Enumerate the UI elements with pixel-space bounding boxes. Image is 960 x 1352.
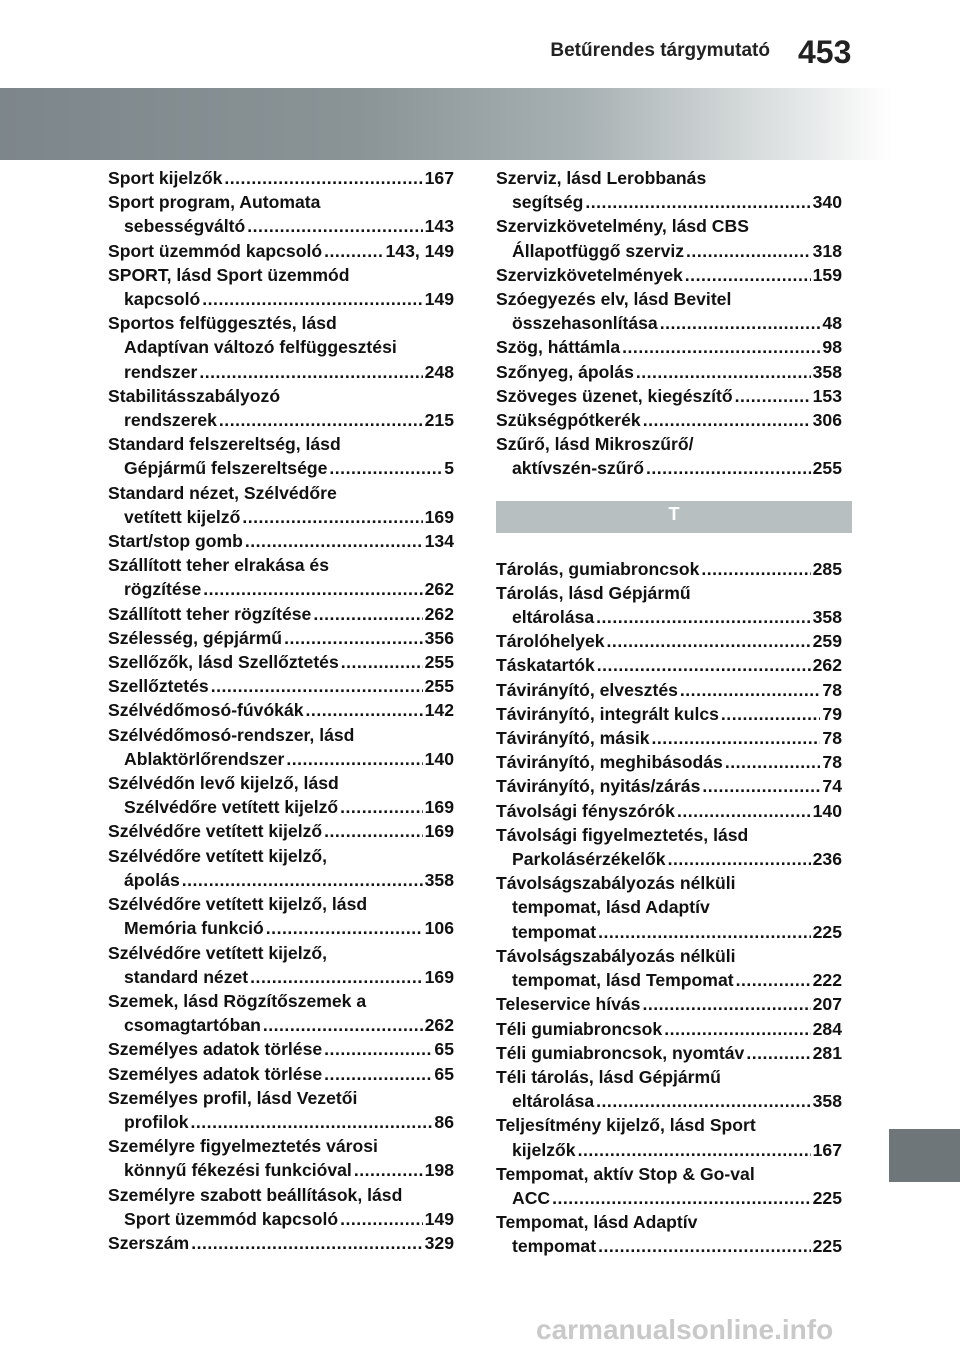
index-entry xyxy=(496,1065,842,1113)
index-entry-text: Ablaktörlőrendszer xyxy=(124,748,285,769)
leader-dots xyxy=(199,360,422,384)
index-entry-text: Szélvédőre vetített kijelző xyxy=(124,797,339,818)
index-column-left xyxy=(108,166,454,1255)
index-entry xyxy=(108,166,454,190)
leader-dots xyxy=(340,795,423,819)
leader-dots xyxy=(242,505,422,529)
index-entry-text: Sport üzemmód kapcsoló xyxy=(124,1208,339,1229)
index-entry xyxy=(496,384,842,408)
header-banner xyxy=(0,88,892,160)
index-entry-text: Személyes adatok törlése xyxy=(108,1039,323,1060)
index-entry-page: 225 xyxy=(812,1236,842,1257)
index-entry-text: Szög, háttámla xyxy=(496,337,621,358)
leader-dots xyxy=(202,287,422,311)
index-entry-text: tempomat, lásd Tempomat xyxy=(512,970,734,991)
leader-dots xyxy=(668,847,811,871)
index-entry-page: 149 xyxy=(424,289,454,310)
index-entry-page: 285 xyxy=(812,558,842,579)
index-entry xyxy=(496,360,842,384)
index-entry-text: Téli tárolás, lásd Gépjármű xyxy=(496,1066,721,1087)
index-entry-text: ACC xyxy=(512,1187,551,1208)
index-entry xyxy=(496,1162,842,1210)
index-entry-text: Sport kijelzők xyxy=(108,168,223,188)
leader-dots xyxy=(250,965,422,989)
index-entry-page: 79 xyxy=(822,703,842,724)
leader-dots xyxy=(686,239,811,263)
index-entry xyxy=(108,892,454,940)
index-entry xyxy=(496,629,842,653)
index-entry-page: 215 xyxy=(424,410,454,431)
index-entry-page: 358 xyxy=(812,1091,842,1112)
index-entry-page: 142 xyxy=(424,700,454,721)
leader-dots xyxy=(211,674,423,698)
index-entry-text: tempomat xyxy=(512,1236,597,1257)
leader-dots xyxy=(224,166,422,190)
index-entry-text: Sportos felfüggesztés, lásd xyxy=(108,313,337,334)
leader-dots xyxy=(182,868,423,892)
leader-dots xyxy=(245,529,423,553)
index-entry-page: 143 xyxy=(424,216,454,237)
index-entry-page: 143, 149 xyxy=(385,240,454,261)
index-entry-page: 65 xyxy=(434,1063,454,1084)
index-entry-text: sebességváltó xyxy=(124,216,246,237)
index-entry xyxy=(108,384,454,432)
index-entry-text: rendszerek xyxy=(124,410,217,431)
leader-dots xyxy=(313,602,422,626)
chapter-tab xyxy=(889,1129,960,1182)
index-entry xyxy=(108,1062,454,1086)
index-entry xyxy=(496,653,842,677)
leader-dots xyxy=(263,1013,423,1037)
index-entry-text: Távolsági figyelmeztetés, lásd xyxy=(496,824,749,845)
index-entry-text: Állapotfüggő szerviz xyxy=(512,240,685,261)
index-entry-page: 149 xyxy=(424,1208,454,1229)
leader-dots xyxy=(324,239,383,263)
index-entry xyxy=(108,674,454,698)
index-entry-page: 358 xyxy=(424,869,454,890)
index-entry-page: 262 xyxy=(812,655,842,676)
index-entry-page: 318 xyxy=(812,240,842,261)
index-entry-text: Téli gumiabroncsok xyxy=(496,1018,663,1039)
index-entry-page: 356 xyxy=(424,627,454,648)
index-entry-page: 65 xyxy=(434,1039,454,1060)
index-entry xyxy=(108,190,454,238)
index-entry xyxy=(108,553,454,601)
leader-dots xyxy=(203,577,422,601)
index-entry-text: eltárolása xyxy=(512,607,595,628)
leader-dots xyxy=(596,605,810,629)
index-entry-page: 236 xyxy=(812,849,842,870)
leader-dots xyxy=(219,408,423,432)
index-entry-text: kijelzők xyxy=(512,1139,576,1160)
leader-dots xyxy=(598,920,811,944)
index-entry xyxy=(108,529,454,553)
index-entry-text: Személyre figyelmeztetés városi xyxy=(108,1136,378,1157)
index-entry xyxy=(496,1113,842,1161)
index-entry-text: rögzítése xyxy=(124,579,202,600)
index-entry xyxy=(108,1183,454,1231)
index-entry-page: 329 xyxy=(424,1232,454,1253)
index-entry-text: Szervizkövetelmény, lásd CBS xyxy=(496,216,749,237)
index-entry-text: ápolás xyxy=(124,869,180,890)
index-entry-text: Standard nézet, Szélvédőre xyxy=(108,482,337,503)
leader-dots xyxy=(636,360,811,384)
index-entry-text: tempomat, lásd Adaptív xyxy=(512,897,710,918)
index-entry-page: 167 xyxy=(812,1139,842,1160)
index-entry-text: kapcsoló xyxy=(124,289,201,310)
index-entry-text: Szélvédőn levő kijelző, lásd xyxy=(108,773,339,794)
index-entry xyxy=(496,726,842,750)
index-entry-page: 106 xyxy=(424,918,454,939)
index-entry-page: 262 xyxy=(424,579,454,600)
section-heading-t: T xyxy=(496,501,852,533)
index-entry-text: Szélvédőre vetített kijelző, lásd xyxy=(108,894,368,915)
index-entry-text: Távirányító, meghibásodás xyxy=(496,752,723,773)
leader-dots xyxy=(622,335,820,359)
leader-dots xyxy=(721,702,821,726)
index-entry-text: Szélesség, gépjármű xyxy=(108,627,283,648)
index-entry-text: Tempomat, aktív Stop & Go-val xyxy=(496,1163,755,1184)
leader-dots xyxy=(646,456,811,480)
index-entry xyxy=(496,774,842,798)
index-entry-text: Tárolás, gumiabroncsok xyxy=(496,558,700,579)
index-entry xyxy=(108,989,454,1037)
index-entry-text: Szervizkövetelmények xyxy=(496,264,683,285)
index-entry-text: Adaptívan változó felfüggesztési xyxy=(124,337,397,358)
index-entry-text: Távolságszabályozás nélküli xyxy=(496,945,736,966)
index-entry-text: SPORT, lásd Sport üzemmód xyxy=(108,264,350,285)
index-entry-page: 169 xyxy=(424,797,454,818)
leader-dots xyxy=(266,916,423,940)
index-entry-page: 134 xyxy=(424,531,454,552)
index-entry-text: Szállított teher elrakása és xyxy=(108,555,330,576)
index-entry-page: 98 xyxy=(822,337,842,358)
index-entry-text: Távirányító, elvesztés xyxy=(496,679,678,700)
index-entry-page: 159 xyxy=(812,264,842,285)
leader-dots xyxy=(664,1017,810,1041)
index-entry xyxy=(108,1037,454,1061)
index-entry-page: 225 xyxy=(812,921,842,942)
index-entry xyxy=(108,432,454,480)
index-entry-text: Szélvédőre vetített kijelző, xyxy=(108,942,328,963)
index-entry-page: 284 xyxy=(812,1018,842,1039)
index-entry-text: Szerszám xyxy=(108,1232,190,1253)
index-entry-text: Távirányító, integrált kulcs xyxy=(496,703,719,724)
index-entry xyxy=(496,678,842,702)
index-entry-page: 306 xyxy=(812,410,842,431)
leader-dots xyxy=(324,819,423,843)
index-entry-text: Szöveges üzenet, kiegészítő xyxy=(496,385,733,406)
index-entry xyxy=(496,823,842,871)
index-entry-page: 262 xyxy=(424,1015,454,1036)
index-entry xyxy=(496,166,842,214)
leader-dots xyxy=(735,384,811,408)
index-entry-text: Szélvédőmosó-rendszer, lásd xyxy=(108,724,355,745)
index-entry xyxy=(496,408,842,432)
index-entry-text: Szükségpótkerék xyxy=(496,410,641,431)
index-entry-page: 262 xyxy=(424,603,454,624)
index-entry xyxy=(496,263,842,287)
index-entry-text: Tárolóhelyek xyxy=(496,631,605,652)
leader-dots xyxy=(746,1041,810,1065)
index-entry-text: Személyes profil, lásd Vezetői xyxy=(108,1087,358,1108)
index-entry-text: Teleservice hívás xyxy=(496,994,641,1015)
index-entry-text: Távolsági fényszórók xyxy=(496,800,675,821)
leader-dots xyxy=(652,726,821,750)
leader-dots xyxy=(677,799,811,823)
index-entry-text: Stabilitásszabályozó xyxy=(108,385,281,406)
index-entry-text: Téli gumiabroncsok, nyomtáv xyxy=(496,1042,745,1063)
leader-dots xyxy=(685,263,811,287)
index-entry-text: tempomat xyxy=(512,921,597,942)
index-entry-text: Távirányító, nyitás/zárás xyxy=(496,776,701,797)
index-entry-page: 358 xyxy=(812,361,842,382)
index-entry xyxy=(108,1086,454,1134)
leader-dots xyxy=(552,1186,811,1210)
index-entry-text: Távirányító, másik xyxy=(496,728,650,749)
index-entry xyxy=(496,750,842,774)
index-entry-text: Szemek, lásd Rögzítőszemek a xyxy=(108,990,367,1011)
index-entry-text: Sport program, Automata xyxy=(108,192,321,213)
index-entry-text: vetített kijelző xyxy=(124,506,241,527)
index-entry-text: Parkolásérzékelők xyxy=(512,849,666,870)
leader-dots xyxy=(578,1138,811,1162)
index-entry xyxy=(496,287,842,335)
index-entry-page: 5 xyxy=(444,458,454,479)
index-entry xyxy=(496,871,842,944)
index-entry xyxy=(496,992,842,1016)
index-entry-text: Szóegyezés elv, lásd Bevitel xyxy=(496,289,732,310)
index-entry xyxy=(108,941,454,989)
leader-dots xyxy=(660,311,821,335)
index-entry xyxy=(108,239,454,263)
index-entry-text: Szűrő, lásd Mikroszűrő/ xyxy=(496,434,694,455)
index-entry xyxy=(496,944,842,992)
index-entry-text: Standard felszereltség, lásd xyxy=(108,434,341,455)
index-entry xyxy=(496,1041,842,1065)
watermark: carmanualsonline.info xyxy=(536,1314,834,1345)
leader-dots xyxy=(607,629,811,653)
index-entry xyxy=(496,335,842,359)
leader-dots xyxy=(701,557,810,581)
index-entry-text: Szerviz, lásd Lerobbanás xyxy=(496,168,707,188)
index-entry-page: 358 xyxy=(812,607,842,628)
index-entry xyxy=(496,432,842,480)
index-entry-text: rendszer xyxy=(124,361,198,382)
leader-dots xyxy=(736,968,811,992)
index-entry-page: 78 xyxy=(822,728,842,749)
index-group-t xyxy=(496,557,842,1259)
index-entry-text: összehasonlítása xyxy=(512,313,658,334)
index-entry-text: Start/stop gomb xyxy=(108,531,243,552)
leader-dots xyxy=(643,408,811,432)
leader-dots xyxy=(702,774,820,798)
index-entry-text: Memória funkció xyxy=(124,918,264,939)
index-entry xyxy=(108,481,454,529)
leader-dots xyxy=(191,1231,422,1255)
index-entry xyxy=(496,1210,842,1258)
leader-dots xyxy=(596,1089,810,1113)
index-entry-text: Táskatartók xyxy=(496,655,595,676)
leader-dots xyxy=(306,698,423,722)
index-entry-page: 169 xyxy=(424,966,454,987)
index-entry xyxy=(496,557,842,581)
index-entry-page: 86 xyxy=(434,1111,454,1132)
index-entry-text: Szőnyeg, ápolás xyxy=(496,361,634,382)
leader-dots xyxy=(585,190,810,214)
index-entry-page: 78 xyxy=(822,679,842,700)
index-entry-text: Távolságszabályozás nélküli xyxy=(496,873,736,894)
index-entry-text: könnyű fékezési funkcióval xyxy=(124,1160,352,1181)
index-entry-text: Tempomat, lásd Adaptív xyxy=(496,1212,698,1233)
index-entry-text: Szállított teher rögzítése xyxy=(108,603,312,624)
index-entry-page: 167 xyxy=(424,168,454,188)
index-group-s xyxy=(496,166,842,481)
index-entry xyxy=(496,702,842,726)
index-entry-text: Szélvédőre vetített kijelző xyxy=(108,821,323,842)
index-entry-text: Személyes adatok törlése xyxy=(108,1063,323,1084)
index-entry-text: Gépjármű felszereltsége xyxy=(124,458,328,479)
leader-dots xyxy=(597,653,811,677)
index-entry-page: 74 xyxy=(822,776,842,797)
header-title: Betűrendes tárgymutató xyxy=(550,40,770,61)
index-entry xyxy=(108,263,454,311)
index-entry xyxy=(108,1231,454,1255)
index-entry-page: 78 xyxy=(822,752,842,773)
leader-dots xyxy=(324,1062,432,1086)
index-entry xyxy=(496,581,842,629)
index-entry-text: standard nézet xyxy=(124,966,249,987)
index-entry xyxy=(496,799,842,823)
index-entry-text: Szellőzők, lásd Szellőztetés xyxy=(108,652,339,673)
leader-dots xyxy=(324,1037,432,1061)
index-entry xyxy=(108,771,454,819)
index-entry-page: 259 xyxy=(812,631,842,652)
index-entry-page: 255 xyxy=(424,676,454,697)
index-entry-text: csomagtartóban xyxy=(124,1015,261,1036)
index-entry xyxy=(108,650,454,674)
index-entry-page: 153 xyxy=(812,385,842,406)
leader-dots xyxy=(247,214,422,238)
index-entry-page: 169 xyxy=(424,506,454,527)
index-entry-text: profilok xyxy=(124,1111,189,1132)
leader-dots xyxy=(329,456,442,480)
index-entry-text: Teljesítmény kijelző, lásd Sport xyxy=(496,1115,756,1136)
leader-dots xyxy=(286,747,422,771)
leader-dots xyxy=(354,1158,423,1182)
leader-dots xyxy=(680,678,821,702)
index-entry-page: 48 xyxy=(822,313,842,334)
index-entry-text: eltárolása xyxy=(512,1091,595,1112)
leader-dots xyxy=(340,1207,423,1231)
leader-dots xyxy=(642,992,810,1016)
index-entry-text: Tárolás, lásd Gépjármű xyxy=(496,582,691,603)
leader-dots xyxy=(284,626,423,650)
index-entry-text: aktívszén-szűrő xyxy=(512,458,644,479)
index-entry-page: 169 xyxy=(424,821,454,842)
index-entry-page: 207 xyxy=(812,994,842,1015)
index-entry xyxy=(496,1017,842,1041)
index-entry xyxy=(496,214,842,262)
index-column-right xyxy=(496,166,842,1259)
index-entry-text: Szellőztetés xyxy=(108,676,209,697)
index-entry xyxy=(108,602,454,626)
index-entry xyxy=(108,626,454,650)
index-entry-page: 222 xyxy=(812,970,842,991)
index-entry-page: 198 xyxy=(424,1160,454,1181)
index-entry xyxy=(108,1134,454,1182)
leader-dots xyxy=(725,750,821,774)
index-entry-page: 140 xyxy=(812,800,842,821)
index-entry-page: 140 xyxy=(424,748,454,769)
leader-dots xyxy=(341,650,423,674)
index-entry-text: Szélvédőmosó-fúvókák xyxy=(108,700,304,721)
index-entry-page: 281 xyxy=(812,1042,842,1063)
leader-dots xyxy=(598,1234,811,1258)
index-entry-page: 255 xyxy=(812,458,842,479)
index-entry-page: 225 xyxy=(812,1187,842,1208)
index-entry xyxy=(108,819,454,843)
index-entry xyxy=(108,723,454,771)
index-entry-text: segítség xyxy=(512,192,584,213)
page-number: 453 xyxy=(798,34,852,70)
index-entry xyxy=(108,311,454,384)
index-entry xyxy=(108,698,454,722)
index-entry-page: 248 xyxy=(424,361,454,382)
leader-dots xyxy=(191,1110,433,1134)
index-entry-page: 340 xyxy=(812,192,842,213)
index-entry-text: Szélvédőre vetített kijelző, xyxy=(108,845,328,866)
index-entry-text: Sport üzemmód kapcsoló xyxy=(108,240,323,261)
index-entry xyxy=(108,844,454,892)
index-entry-page: 255 xyxy=(424,652,454,673)
index-entry-text: Személyre szabott beállítások, lásd xyxy=(108,1184,403,1205)
